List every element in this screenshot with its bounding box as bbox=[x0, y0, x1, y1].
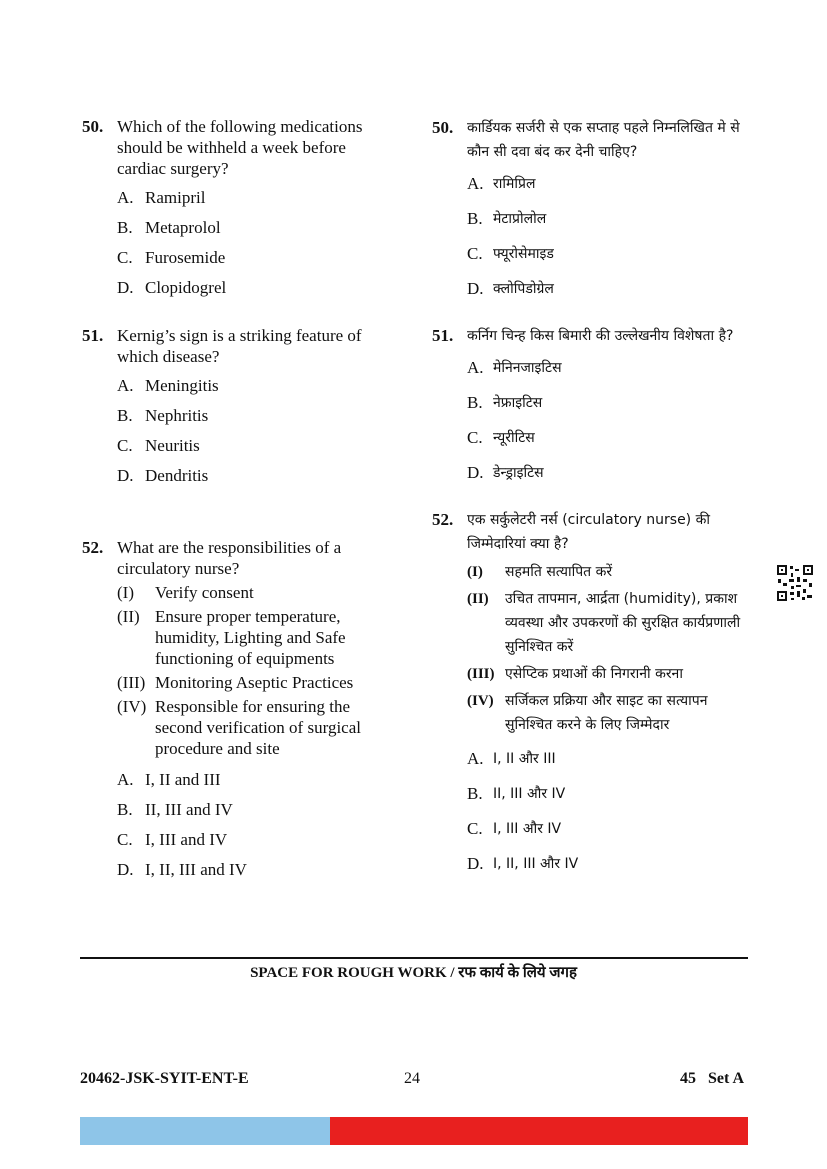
option-label: A. bbox=[117, 376, 134, 395]
option-a bbox=[467, 172, 752, 196]
option-text: मेनिनजाइटिस bbox=[493, 360, 562, 376]
statement-label: (II) bbox=[117, 607, 140, 626]
question-text: कार्डियक सर्जरी से एक सप्ताह पहले निम्नलिखित मे से कौन सी दवा बंद कर देनी चाहिए? bbox=[467, 120, 740, 160]
question-52-hi bbox=[432, 508, 752, 887]
statement-label: (I) bbox=[117, 583, 134, 602]
statement-1 bbox=[467, 560, 752, 584]
option-text: फ्यूरोसेमाइड bbox=[493, 246, 554, 262]
statement-1 bbox=[117, 582, 382, 603]
option-label: D. bbox=[117, 466, 134, 485]
statement-text: सहमति सत्यापित करें bbox=[505, 564, 613, 580]
statement-text: एसेप्टिक प्रथाओं की निगरानी करना bbox=[505, 666, 683, 682]
option-text: I, II और III bbox=[493, 751, 556, 767]
option-label: D. bbox=[467, 463, 484, 482]
question-52-en bbox=[82, 537, 382, 889]
option-d bbox=[117, 859, 382, 880]
question-50-hi bbox=[432, 116, 752, 312]
option-label: D. bbox=[467, 854, 484, 873]
hindi-column bbox=[432, 116, 752, 887]
option-c bbox=[467, 242, 752, 266]
statement-label: (III) bbox=[117, 673, 146, 692]
question-number: 52. bbox=[82, 538, 104, 557]
rough-work-label: SPACE FOR ROUGH WORK / रफ कार्य के लिये जगह bbox=[250, 965, 577, 981]
question-51-en bbox=[82, 325, 382, 495]
option-label: A. bbox=[467, 358, 484, 377]
footer-bar-red bbox=[330, 1117, 748, 1145]
option-text: I, III and IV bbox=[145, 830, 228, 849]
option-a bbox=[467, 356, 752, 380]
option-d bbox=[467, 277, 752, 301]
option-c bbox=[117, 829, 382, 850]
option-text: न्यूरीटिस bbox=[493, 430, 535, 446]
statement-4 bbox=[467, 689, 752, 737]
option-text: मेटाप्रोलोल bbox=[493, 211, 547, 227]
option-a bbox=[117, 187, 382, 208]
option-a bbox=[117, 375, 382, 396]
question-text: Kernig’s sign is a striking feature of which disease? bbox=[117, 326, 362, 366]
option-label: A. bbox=[117, 188, 134, 207]
option-d bbox=[117, 277, 382, 298]
option-c bbox=[467, 426, 752, 450]
option-b bbox=[117, 217, 382, 238]
statement-text: Ensure proper temperature, humidity, Lighting and Safe functioning of equipments bbox=[155, 607, 346, 668]
qr-code-icon bbox=[776, 564, 814, 602]
option-label: A. bbox=[467, 174, 484, 193]
statement-label: (III) bbox=[467, 666, 495, 682]
option-text: I, II, III and IV bbox=[145, 860, 247, 879]
option-c bbox=[117, 435, 382, 456]
option-d bbox=[467, 852, 752, 876]
statement-label: (IV) bbox=[467, 693, 494, 709]
english-column bbox=[82, 116, 382, 889]
statement-2 bbox=[467, 587, 752, 659]
option-text: Dendritis bbox=[145, 466, 209, 485]
statement-text: Monitoring Aseptic Practices bbox=[155, 673, 354, 692]
statement-label: (I) bbox=[467, 564, 483, 580]
statement-label: (IV) bbox=[117, 697, 147, 716]
statement-label: (II) bbox=[467, 591, 489, 607]
option-label: A. bbox=[117, 770, 134, 789]
option-text: नेफ्राइटिस bbox=[493, 395, 543, 411]
option-text: II, III and IV bbox=[145, 800, 233, 819]
option-text: Meningitis bbox=[145, 376, 219, 395]
statement-4 bbox=[117, 696, 382, 759]
option-label: C. bbox=[117, 248, 133, 267]
option-label: C. bbox=[117, 436, 133, 455]
option-text: Neuritis bbox=[145, 436, 200, 455]
option-c bbox=[467, 817, 752, 841]
question-number: 50. bbox=[82, 117, 104, 136]
option-label: D. bbox=[117, 278, 134, 297]
question-number: 52. bbox=[432, 510, 454, 529]
option-text: I, III और IV bbox=[493, 821, 562, 837]
option-label: D. bbox=[117, 860, 134, 879]
footer-bar-blue bbox=[80, 1117, 330, 1145]
option-b bbox=[117, 799, 382, 820]
option-label: C. bbox=[467, 819, 483, 838]
question-number: 50. bbox=[432, 118, 454, 137]
question-text: Which of the following medications should be withheld a week before cardiac surgery? bbox=[117, 117, 363, 178]
option-text: Furosemide bbox=[145, 248, 226, 267]
option-b bbox=[117, 405, 382, 426]
footer-code: 20462-JSK-SYIT-ENT-E bbox=[80, 1070, 249, 1087]
statement-text: उचित तापमान, आर्द्रता (humidity), प्रकाश व्यवस्था और उपकरणों की सुरक्षित कार्यप्रणाली सुनिश्चित करें bbox=[505, 591, 741, 655]
option-text: रामिप्रिल bbox=[493, 176, 536, 192]
option-text: Clopidogrel bbox=[145, 278, 227, 297]
option-label: B. bbox=[117, 218, 133, 237]
option-text: डेन्ड्राइटिस bbox=[493, 465, 544, 481]
question-text: कर्निग चिन्ह किस बिमारी की उल्लेखनीय विशेषता है? bbox=[467, 328, 734, 344]
statement-3 bbox=[467, 662, 752, 686]
page-number: 24 bbox=[404, 1070, 420, 1087]
option-b bbox=[467, 207, 752, 231]
question-50-en bbox=[82, 116, 382, 307]
set-label: 45 Set A bbox=[680, 1070, 744, 1087]
option-text: क्लोपिडोग्रेल bbox=[493, 281, 554, 297]
option-a bbox=[117, 769, 382, 790]
statement-text: सर्जिकल प्रक्रिया और साइट का सत्यापन सुनिश्चित करने के लिए जिम्मेदार bbox=[505, 693, 708, 733]
question-51-hi bbox=[432, 324, 752, 496]
option-text: I, II and III bbox=[145, 770, 221, 789]
question-number: 51. bbox=[432, 326, 454, 345]
option-text: Metaprolol bbox=[145, 218, 221, 237]
option-a bbox=[467, 747, 752, 771]
question-text: What are the responsibilities of a circulatory nurse? bbox=[117, 538, 342, 578]
statement-3 bbox=[117, 672, 382, 693]
statement-text: Responsible for ensuring the second verification of surgical procedure and site bbox=[155, 697, 361, 758]
option-label: D. bbox=[467, 279, 484, 298]
option-d bbox=[117, 465, 382, 486]
option-text: Nephritis bbox=[145, 406, 209, 425]
question-text: एक सर्कुलेटरी नर्स (circulatory nurse) की जिम्मेदारियां क्या है? bbox=[467, 512, 710, 552]
option-text: II, III और IV bbox=[493, 786, 566, 802]
option-label: B. bbox=[117, 406, 133, 425]
option-label: B. bbox=[117, 800, 133, 819]
option-d bbox=[467, 461, 752, 485]
divider-line bbox=[80, 957, 748, 959]
option-label: C. bbox=[117, 830, 133, 849]
option-b bbox=[467, 391, 752, 415]
statement-2 bbox=[117, 606, 382, 669]
option-label: C. bbox=[467, 428, 483, 447]
option-label: B. bbox=[467, 393, 483, 412]
option-label: B. bbox=[467, 209, 483, 228]
option-text: I, II, III और IV bbox=[493, 856, 579, 872]
option-label: B. bbox=[467, 784, 483, 803]
option-b bbox=[467, 782, 752, 806]
option-label: A. bbox=[467, 749, 484, 768]
statement-text: Verify consent bbox=[155, 583, 254, 602]
option-text: Ramipril bbox=[145, 188, 206, 207]
option-label: C. bbox=[467, 244, 483, 263]
question-number: 51. bbox=[82, 326, 104, 345]
option-c bbox=[117, 247, 382, 268]
